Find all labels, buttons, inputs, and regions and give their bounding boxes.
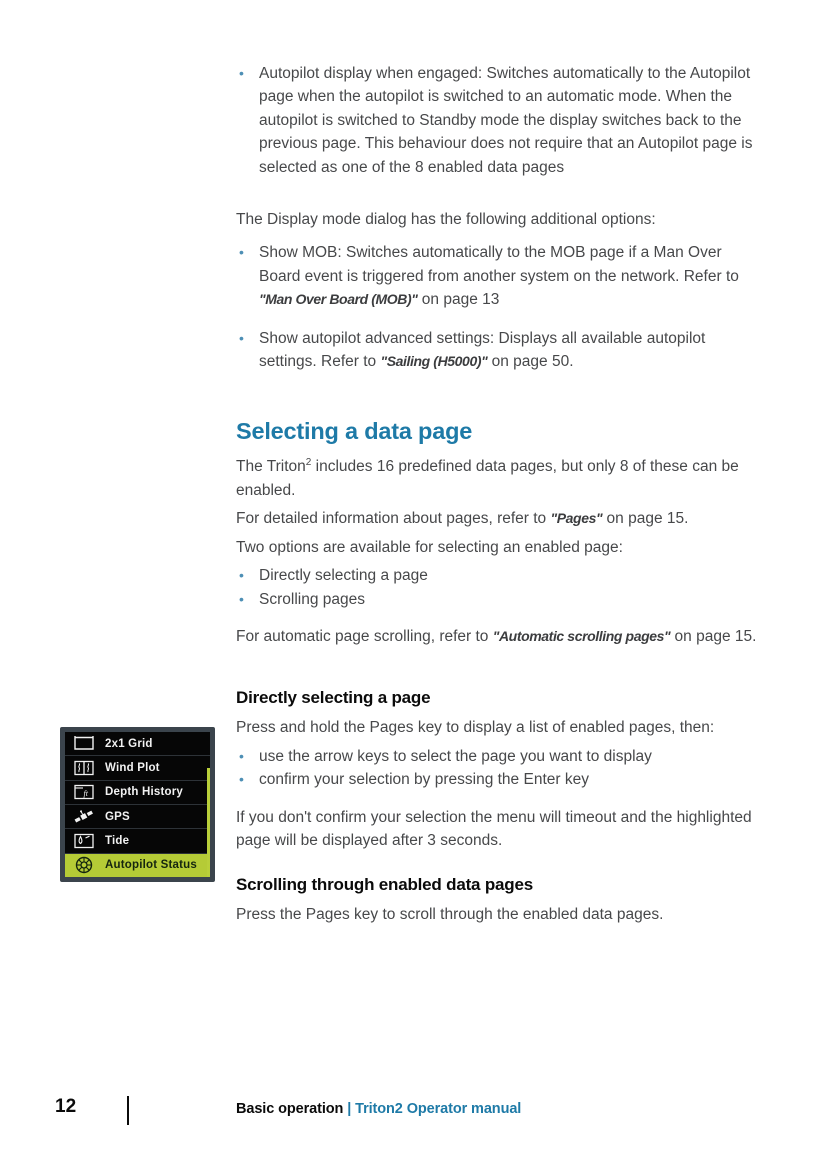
footer-manual-title: Triton2 Operator manual [355, 1101, 522, 1117]
menu-item-2x1-grid [65, 732, 210, 756]
advanced-option-text: Show autopilot advanced settings: Displays all available autopilot settings. Refer to [259, 329, 706, 371]
triton-text: The Triton [236, 458, 306, 476]
enter-key-step: confirm your selection by pressing the Enter key [259, 771, 589, 789]
option-direct: Directly selecting a page [259, 567, 428, 585]
section-title: Selecting a data page [236, 418, 473, 445]
wind-plot-icon [72, 760, 96, 776]
timeout-paragraph: If you don't confirm your selection the menu will timeout and the highlighted page will be displayed after 3 seconds. [236, 808, 752, 849]
direct-select-heading: Directly selecting a page [236, 688, 431, 708]
depth-history-icon [72, 784, 96, 800]
mob-option-text-after: on page 13 [417, 291, 500, 309]
list-item [236, 62, 758, 179]
arrow-keys-step: use the arrow keys to select the page you want to display [259, 747, 652, 765]
pages-text-after: on page 15. [602, 510, 689, 528]
menu-scrollbar [207, 768, 210, 877]
page-footer [236, 1101, 521, 1117]
intro-bullet-list [236, 62, 758, 179]
page-number: 12 [55, 1096, 77, 1117]
menu-item-label: Tide [105, 834, 130, 847]
auto-scrolling-paragraph [236, 625, 758, 648]
option-scrolling: Scrolling pages [259, 590, 365, 608]
list-item [236, 327, 758, 374]
press-hold-paragraph: Press and hold the Pages key to display a list of enabled pages, then: [236, 719, 715, 737]
menu-item-label: Wind Plot [105, 761, 160, 774]
list-item [236, 745, 758, 768]
grid-2x1-icon [72, 736, 96, 752]
triton-text-after: includes 16 predefined data pages, but only 8 of these can be enabled. [236, 458, 739, 499]
tide-icon [72, 833, 96, 849]
autopilot-display-text: Autopilot display when engaged: Switches automatically to the Autopilot page when the autopilot is switched to an automatic mode. When the autopilot is switched to Standby mode the display switches back to the previous page. This behaviour does not require that an Autopilot page is selected as one of the 8 enabled data pages [259, 65, 753, 176]
list-item [236, 564, 758, 587]
menu-item-label: 2x1 Grid [105, 737, 153, 750]
menu-item-tide [65, 829, 210, 853]
advanced-option-text-after: on page 50. [487, 353, 574, 371]
sailing-reference: "Sailing (H5000)" [380, 353, 488, 370]
gps-satellite-icon [72, 808, 96, 826]
pages-reference: "Pages" [550, 510, 603, 527]
footer-separator: | [347, 1101, 352, 1117]
display-mode-options-list [236, 241, 758, 373]
menu-item-autopilot-status [65, 854, 210, 877]
mob-reference: "Man Over Board (MOB)" [259, 291, 418, 308]
menu-item-depth-history [65, 781, 210, 805]
scrolling-heading: Scrolling through enabled data pages [236, 875, 533, 895]
scrolling-paragraph: Press the Pages key to scroll through the enabled data pages. [236, 906, 664, 924]
footer-chapter: Basic operation [236, 1101, 344, 1117]
pages-menu-list [65, 732, 210, 877]
pages-reference-paragraph [236, 507, 758, 530]
superscript-2: 2 [305, 457, 312, 469]
two-options-paragraph: Two options are available for selecting an enabled page: [236, 538, 623, 556]
pages-menu-screenshot [60, 727, 215, 882]
autopilot-wheel-icon [72, 855, 96, 875]
list-item [236, 588, 758, 611]
list-item [236, 768, 758, 791]
auto-scroll-text-after: on page 15. [670, 627, 757, 645]
menu-item-label: Autopilot Status [105, 859, 197, 872]
menu-item-wind-plot [65, 756, 210, 780]
pages-text: For detailed information about pages, refer to [236, 510, 551, 528]
svg-text:ft: ft [83, 789, 88, 799]
list-item [236, 241, 758, 311]
menu-item-label: GPS [105, 810, 130, 823]
menu-item-label: Depth History [105, 786, 183, 799]
footer-divider [127, 1096, 129, 1125]
mob-option-text: Show MOB: Switches automatically to the MOB page if a Man Over Board event is triggered from another system on the network. Refer to [259, 244, 739, 285]
auto-scroll-text: For automatic page scrolling, refer to [236, 627, 493, 645]
auto-scroll-reference: "Automatic scrolling pages" [492, 627, 671, 644]
selection-options-list [236, 564, 758, 611]
triton-paragraph [236, 455, 758, 502]
menu-item-gps [65, 805, 210, 829]
direct-select-steps-list [236, 745, 758, 792]
display-mode-paragraph: The Display mode dialog has the following additional options: [236, 211, 656, 229]
content-column [236, 62, 758, 932]
